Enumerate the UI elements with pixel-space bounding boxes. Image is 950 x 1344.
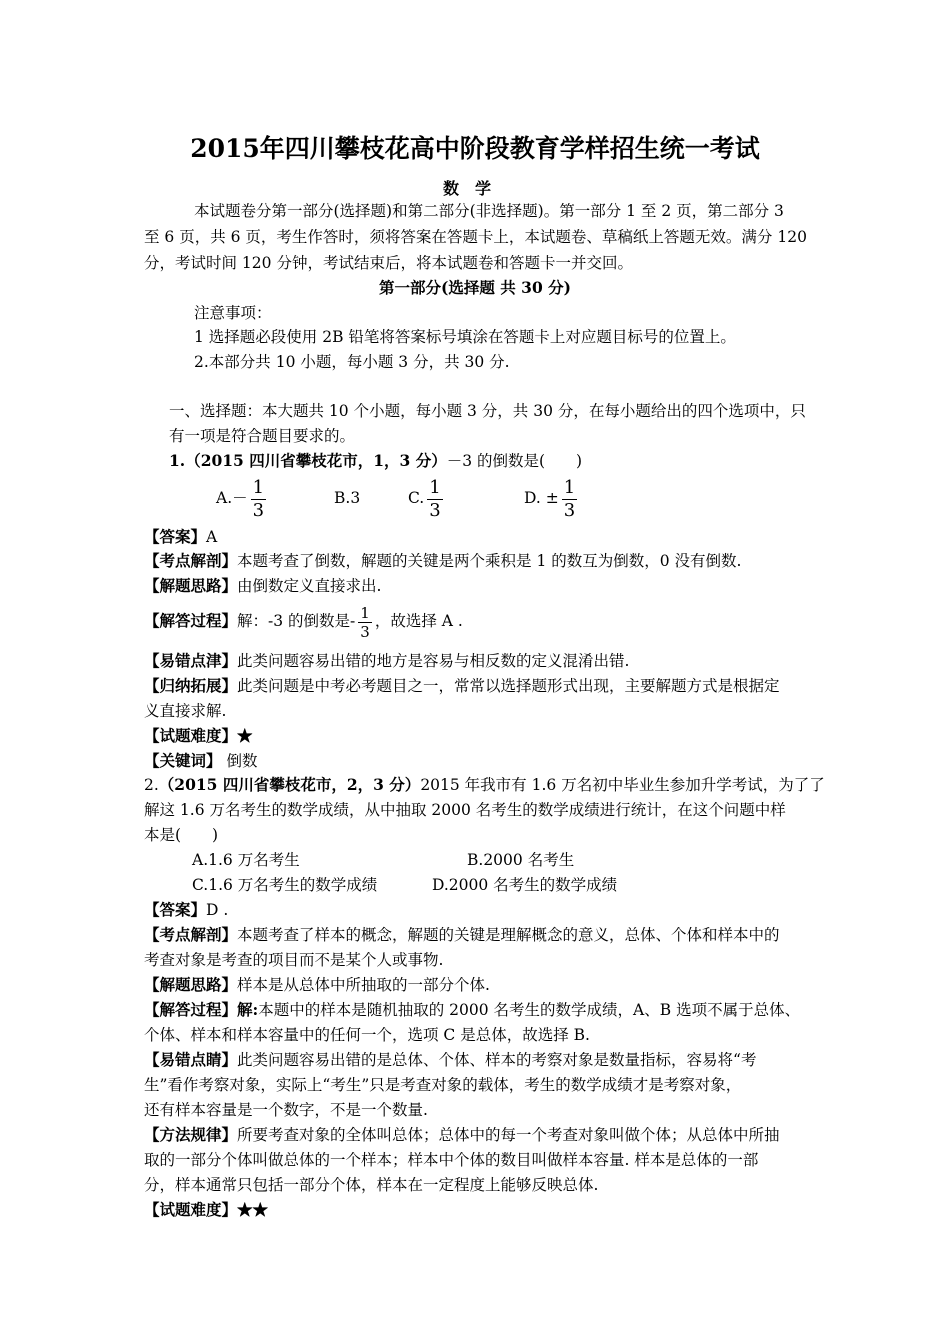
part1-heading: 第一部分(选择题 共 30 分) xyxy=(379,278,571,297)
question-2: 2.（2015 四川省攀枝花市，2，3 分）2015 年我市有 1.6 万名初中毕业生参加升学考试，为了了 xyxy=(144,775,825,794)
intro-line-2: 至 6 页，共 6 页，考生作答时，须将答案在答题卡上，本试题卷、草稿纸上答题无效。满分 120 xyxy=(144,228,807,246)
q1-summary-1: 【归纳拓展】此类问题是中考必考题目之一，常常以选择题形式出现，主要解题方式是根据定 xyxy=(144,676,780,695)
q1-source: （2015 四川省攀枝花市，1，3 分） xyxy=(185,451,447,470)
q2-method-3: 分，样本通常只包括一部分个体，样本在一定程度上能够反映总体. xyxy=(144,1176,599,1194)
section-intro-2: 有一项是符合题目要求的。 xyxy=(169,427,356,445)
q1-answer: 【答案】A xyxy=(144,527,218,546)
q1-analysis: 【考点解剖】本题考查了倒数，解题的关键是两个乘积是 1 的数互为倒数，0 没有倒数. xyxy=(144,551,742,570)
notice-item-1: 1 选择题必段使用 2B 铅笔将答案标号填涂在答题卡上对应题目标号的位置上。 xyxy=(194,328,736,346)
q2-option-d: D.2000 名考生的数学成绩 xyxy=(432,876,618,894)
q1-number: 1. xyxy=(169,451,186,470)
q1-pitfall: 【易错点津】此类问题容易出错的地方是容易与相反数的定义混淆出错. xyxy=(144,651,630,670)
intro-line-1: 本试题卷分第一部分(选择题)和第二部分(非选择题)。第一部分 1 至 2 页，第二部分 3 xyxy=(194,202,784,220)
q2-analysis-2: 考查对象是考查的项目而不是某个人或事物. xyxy=(144,951,444,969)
q2-pitfall-1: 【易错点睛】此类问题容易出错的是总体、个体、样本的考察对象是数量指标，容易将“考 xyxy=(144,1050,757,1069)
fraction: $\frac{1}{3}$ xyxy=(252,476,265,521)
notice-item-2: 2.本部分共 10 小题，每小题 3 分，共 30 分. xyxy=(194,353,510,371)
page-title: 2015年四川攀枝花高中阶段教育学样招生统一考试 xyxy=(190,134,760,163)
section-intro-1: 一、选择题：本大题共 10 个小题，每小题 3 分，共 30 分，在每小题给出的四个选项中，只 xyxy=(169,402,806,420)
q2-solution-1: 【解答过程】解:本题中的样本是随机抽取的 2000 名考生的数学成绩，A、B 选项不属于总体、 xyxy=(144,1000,801,1019)
q1-solution: 【解答过程】解：-3 的倒数是- $\frac{1}{3}$ ，故选择 A . xyxy=(144,603,463,641)
intro-line-3: 分，考试时间 120 分钟，考试结束后，将本试题卷和答题卡一并交回。 xyxy=(144,254,633,272)
fraction: $\frac{1}{3}$ xyxy=(429,476,441,521)
q2-solution-2: 个体、样本和样本容量中的任何一个，选项 C 是总体，故选择 B. xyxy=(144,1026,590,1044)
q1-approach: 【解题思路】由倒数定义直接求出. xyxy=(144,576,382,595)
q2-stem-2: 解这 1.6 万名考生的数学成绩，从中抽取 2000 名考生的数学成绩进行统计，在这个问题中样 xyxy=(144,801,786,819)
q1-stem: －3 的倒数是( ) xyxy=(446,452,583,470)
q2-approach: 【解题思路】样本是从总体中所抽取的一部分个体. xyxy=(144,975,490,994)
q1-option-c: C. $\frac{1}{3}$ xyxy=(408,476,441,521)
fraction: $\frac{1}{3}$ xyxy=(563,476,576,521)
q1-option-b: B.3 xyxy=(334,489,361,507)
q2-pitfall-2: 生”看作考察对象，实际上“考生”只是考查对象的载体，考生的数学成绩才是考察对象， xyxy=(144,1076,742,1094)
notice-label: 注意事项： xyxy=(194,304,272,322)
q2-option-a: A.1.6 万名考生 xyxy=(192,851,300,869)
q1-option-a: A.－ $\frac{1}{3}$ xyxy=(216,476,265,521)
question-1 xyxy=(169,451,582,471)
q2-method-2: 取的一部分个体叫做总体的一个样本；样本中个体的数目叫做样本容量. 样本是总体的一部 xyxy=(144,1151,759,1169)
q1-summary-2: 义直接求解. xyxy=(144,702,227,720)
q1-option-d: D. ± $\frac{1}{3}$ xyxy=(524,476,576,521)
q1-keywords: 【关键词】 倒数 xyxy=(144,751,258,770)
fraction: $\frac{1}{3}$ xyxy=(360,603,370,641)
q2-option-c: C.1.6 万名考生的数学成绩 xyxy=(192,876,378,894)
q1-difficulty: 【试题难度】★ xyxy=(144,726,253,745)
q2-method-1: 【方法规律】所要考查对象的全体叫总体；总体中的每一个考查对象叫做个体；从总体中所抽 xyxy=(144,1125,780,1144)
q2-option-b: B.2000 名考生 xyxy=(467,851,575,869)
subject-heading: 数学 xyxy=(442,179,507,198)
q2-answer: 【答案】D . xyxy=(144,900,229,919)
q2-difficulty: 【试题难度】★★ xyxy=(144,1200,269,1219)
q2-pitfall-3: 还有样本容量是一个数字，不是一个数量. xyxy=(144,1101,428,1119)
q2-analysis-1: 【考点解剖】本题考查了样本的概念，解题的关键是理解概念的意义，总体、个体和样本中的 xyxy=(144,925,780,944)
q2-stem-3: 本是( ) xyxy=(144,826,219,844)
